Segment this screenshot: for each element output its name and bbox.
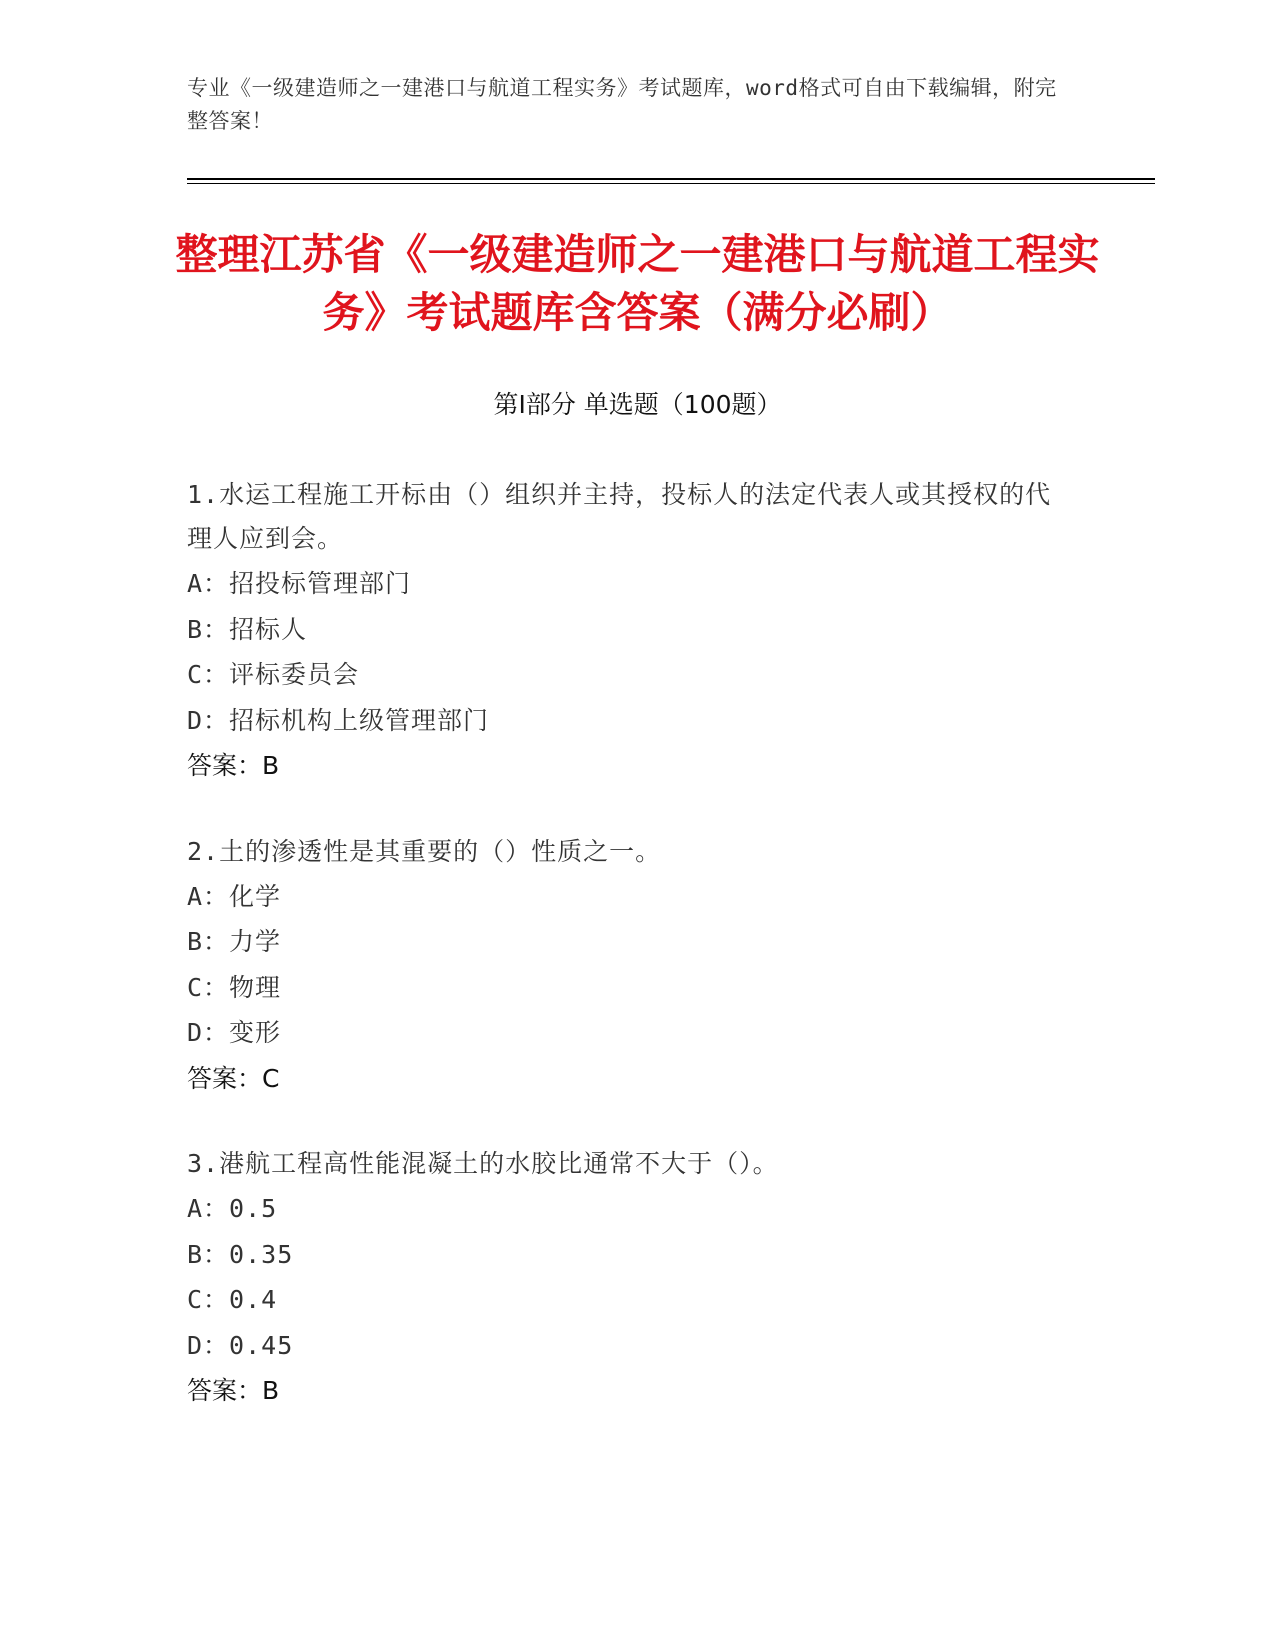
header-divider-thick [187, 178, 1155, 180]
option-c: C：评标委员会 [187, 660, 360, 689]
option-d: D：招标机构上级管理部门 [187, 705, 490, 735]
option-d: D：0.45 [187, 1330, 294, 1360]
document-title: 整理江苏省《一级建造师之一建港口与航道工程实务》考试题库含答案（满分必刷） [175, 230, 1100, 337]
option-b: B：力学 [187, 927, 282, 956]
section-heading: 第Ⅰ部分 单选题（100题） [493, 390, 782, 419]
question-list [187, 473, 1067, 1455]
question-3 [187, 1142, 1067, 1414]
header-note: 专业《一级建造师之一建港口与航道工程实务》考试题库，word格式可自由下载编辑，附完整答案！ [187, 76, 1057, 133]
option-c: C：物理 [187, 972, 282, 1002]
question-text: 1.水运工程施工开标由（）组织并主持，投标人的法定代表人或其授权的代理人应到会。 [187, 480, 1052, 553]
question-text: 2.土的渗透性是其重要的（）性质之一。 [187, 836, 662, 866]
option-a: A：招投标管理部门 [187, 569, 412, 598]
answer: 答案：B [187, 751, 280, 780]
question-2 [187, 830, 1067, 1102]
question-text: 3.港航工程高性能混凝土的水胶比通常不大于（）。 [187, 1149, 779, 1178]
option-b: B：招标人 [187, 614, 308, 644]
answer: 答案：C [187, 1063, 280, 1093]
option-a: A：化学 [187, 881, 282, 911]
option-d: D：变形 [187, 1018, 282, 1047]
option-c: C：0.4 [187, 1285, 278, 1314]
question-1 [187, 473, 1067, 789]
answer: 答案：B [187, 1376, 280, 1405]
option-a: A：0.5 [187, 1194, 278, 1223]
option-b: B：0.35 [187, 1239, 294, 1269]
header-divider-thin [187, 183, 1155, 184]
